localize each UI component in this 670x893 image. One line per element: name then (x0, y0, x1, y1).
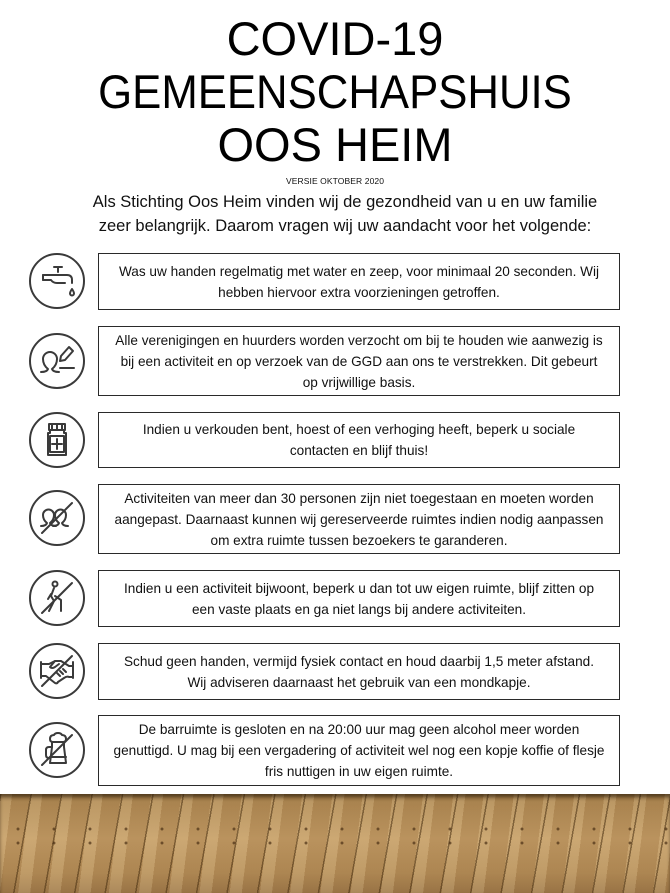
version-label: VERSIE OKTOBER 2020 (285, 176, 385, 186)
rule-text-7: De barruimte is gesloten en na 20:00 uur mag geen alcohol meer worden genuttigd. U mag bij een vergadering of activiteit wel nog een kopje koffie of flesje fris nuttigen in uw eigen ruimte. (113, 722, 605, 779)
rule-text-6: Schud geen handen, vermijd fysiek contact en houd daarbij 1,5 meter afstand. Wij adviseren daarnaast het gebruik van een mondkapje. (123, 653, 595, 690)
medicine-bottle-icon (28, 411, 86, 469)
floor-knots-decoration (0, 822, 670, 852)
title-line-3: OOS HEIM (217, 118, 453, 171)
rule-text-2: Alle verenigingen en huurders worden verzocht om bij te houden wie aanwezig is bij een activiteit en op verzoek van de GGD aan ons te verstrekken. Dit gebeurt op vrijwillige basis. (115, 332, 603, 390)
title-line-1: COVID-19 (226, 12, 444, 65)
rule-box-1 (98, 253, 620, 310)
rule-text-3: Indien u verkouden bent, hoest of een verhoging heeft, beperk u sociale contacten en blijf thuis! (142, 422, 576, 458)
rule-box-4 (98, 484, 620, 554)
intro-line-2: zeer belangrijk. Daarom vragen wij uw aandacht voor het volgende: (98, 217, 592, 235)
no-walking-icon (28, 569, 86, 627)
rule-box-6 (98, 643, 620, 700)
no-groups-icon (28, 489, 86, 547)
rule-box-7 (98, 715, 620, 786)
rule-box-5 (98, 570, 620, 627)
intro-line-1: Als Stichting Oos Heim vinden wij de gezondheid van u en uw familie (92, 193, 598, 211)
person-register-pen-icon (28, 332, 86, 390)
rule-box-2 (98, 326, 620, 396)
intro-text (60, 190, 630, 238)
rule-box-3 (98, 412, 620, 468)
no-handshake-icon (28, 642, 86, 700)
wooden-floor-background (0, 794, 670, 893)
rule-text-1: Was uw handen regelmatig met water en zeep, voor minimaal 20 seconden. Wij hebben hiervoor extra voorzieningen getroffen. (118, 263, 600, 300)
rule-text-4: Activiteiten van meer dan 30 personen zijn niet toegestaan en moeten worden aangepast. Daarnaast kunnen wij gereserveerde ruimtes indien nodig aanpassen om extra ruimte tussen bezoekers te garanderen. (114, 490, 604, 548)
title-line-2: GEMEENSCHAPSHUIS (98, 65, 572, 118)
rule-text-5: Indien u een activiteit bijwoont, beperk u dan tot uw eigen ruimte, blijf zitten op een vaste plaats en ga niet langs bij andere activiteiten. (123, 580, 595, 617)
tap-water-icon (28, 252, 86, 310)
no-beer-icon (28, 721, 86, 779)
